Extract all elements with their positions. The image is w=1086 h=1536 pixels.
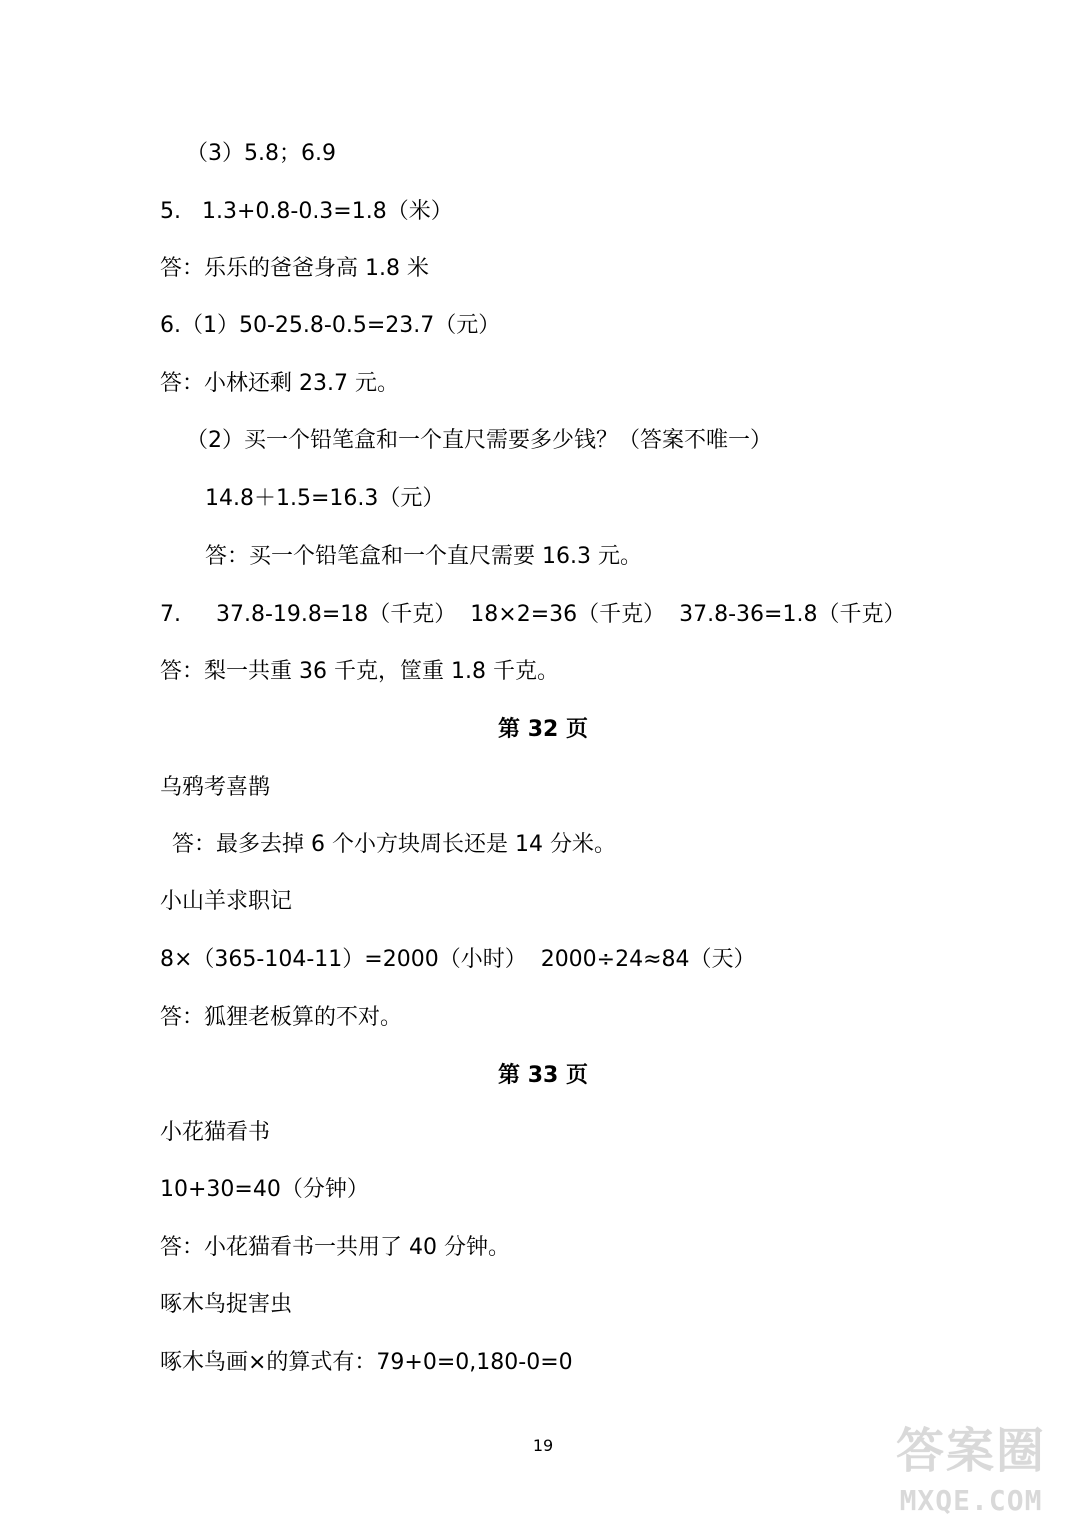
answer-line: 答：买一个铅笔盒和一个直尺需要 16.3 元。 xyxy=(205,544,642,569)
answer-line: 啄木鸟画×的算式有：79+0=0,180-0=0 xyxy=(160,1350,573,1375)
answer-line: 答：小花猫看书一共用了 40 分钟。 xyxy=(160,1235,510,1260)
answer-line: 8×（365-104-11）=2000（小时） 2000÷24≈84（天） xyxy=(160,947,756,972)
answer-line: 答：小林还剩 23.7 元。 xyxy=(160,371,399,396)
answer-line: 乌鸦考喜鹊 xyxy=(160,775,271,800)
answer-line: 啄木鸟捉害虫 xyxy=(160,1292,293,1317)
watermark-site-text: MXQE.COM xyxy=(899,1484,1043,1517)
answer-line: （2）买一个铅笔盒和一个直尺需要多少钱？（答案不唯一） xyxy=(186,428,772,453)
watermark-logo-text: 答案圈 xyxy=(895,1423,1046,1479)
section-heading: 第 33 页 xyxy=(498,1063,588,1088)
section-heading: 第 32 页 xyxy=(498,717,588,742)
page-number: 19 xyxy=(532,1436,554,1455)
watermark-logo xyxy=(866,1420,1076,1530)
answer-line: 10+30=40（分钟） xyxy=(160,1177,369,1202)
answer-line: （3）5.8；6.9 xyxy=(186,141,336,166)
answer-line: 14.8＋1.5=16.3（元） xyxy=(205,486,445,511)
answer-line: 7. 37.8-19.8=18（千克） 18×2=36（千克） 37.8-36=1.8（千克） xyxy=(160,602,906,627)
answer-line: 答：梨一共重 36 千克，筐重 1.8 千克。 xyxy=(160,659,559,684)
answer-line: 小花猫看书 xyxy=(160,1120,271,1145)
answer-line: 小山羊求职记 xyxy=(160,889,293,914)
answer-line: 6.（1）50-25.8-0.5=23.7（元） xyxy=(160,313,501,338)
answer-line: 答：乐乐的爸爸身高 1.8 米 xyxy=(160,256,429,281)
answer-line: 答：狐狸老板算的不对。 xyxy=(160,1005,403,1030)
answer-line: 答：最多去掉 6 个小方块周长还是 14 分米。 xyxy=(172,832,616,857)
answer-line: 5. 1.3+0.8-0.3=1.8（米） xyxy=(160,199,453,224)
